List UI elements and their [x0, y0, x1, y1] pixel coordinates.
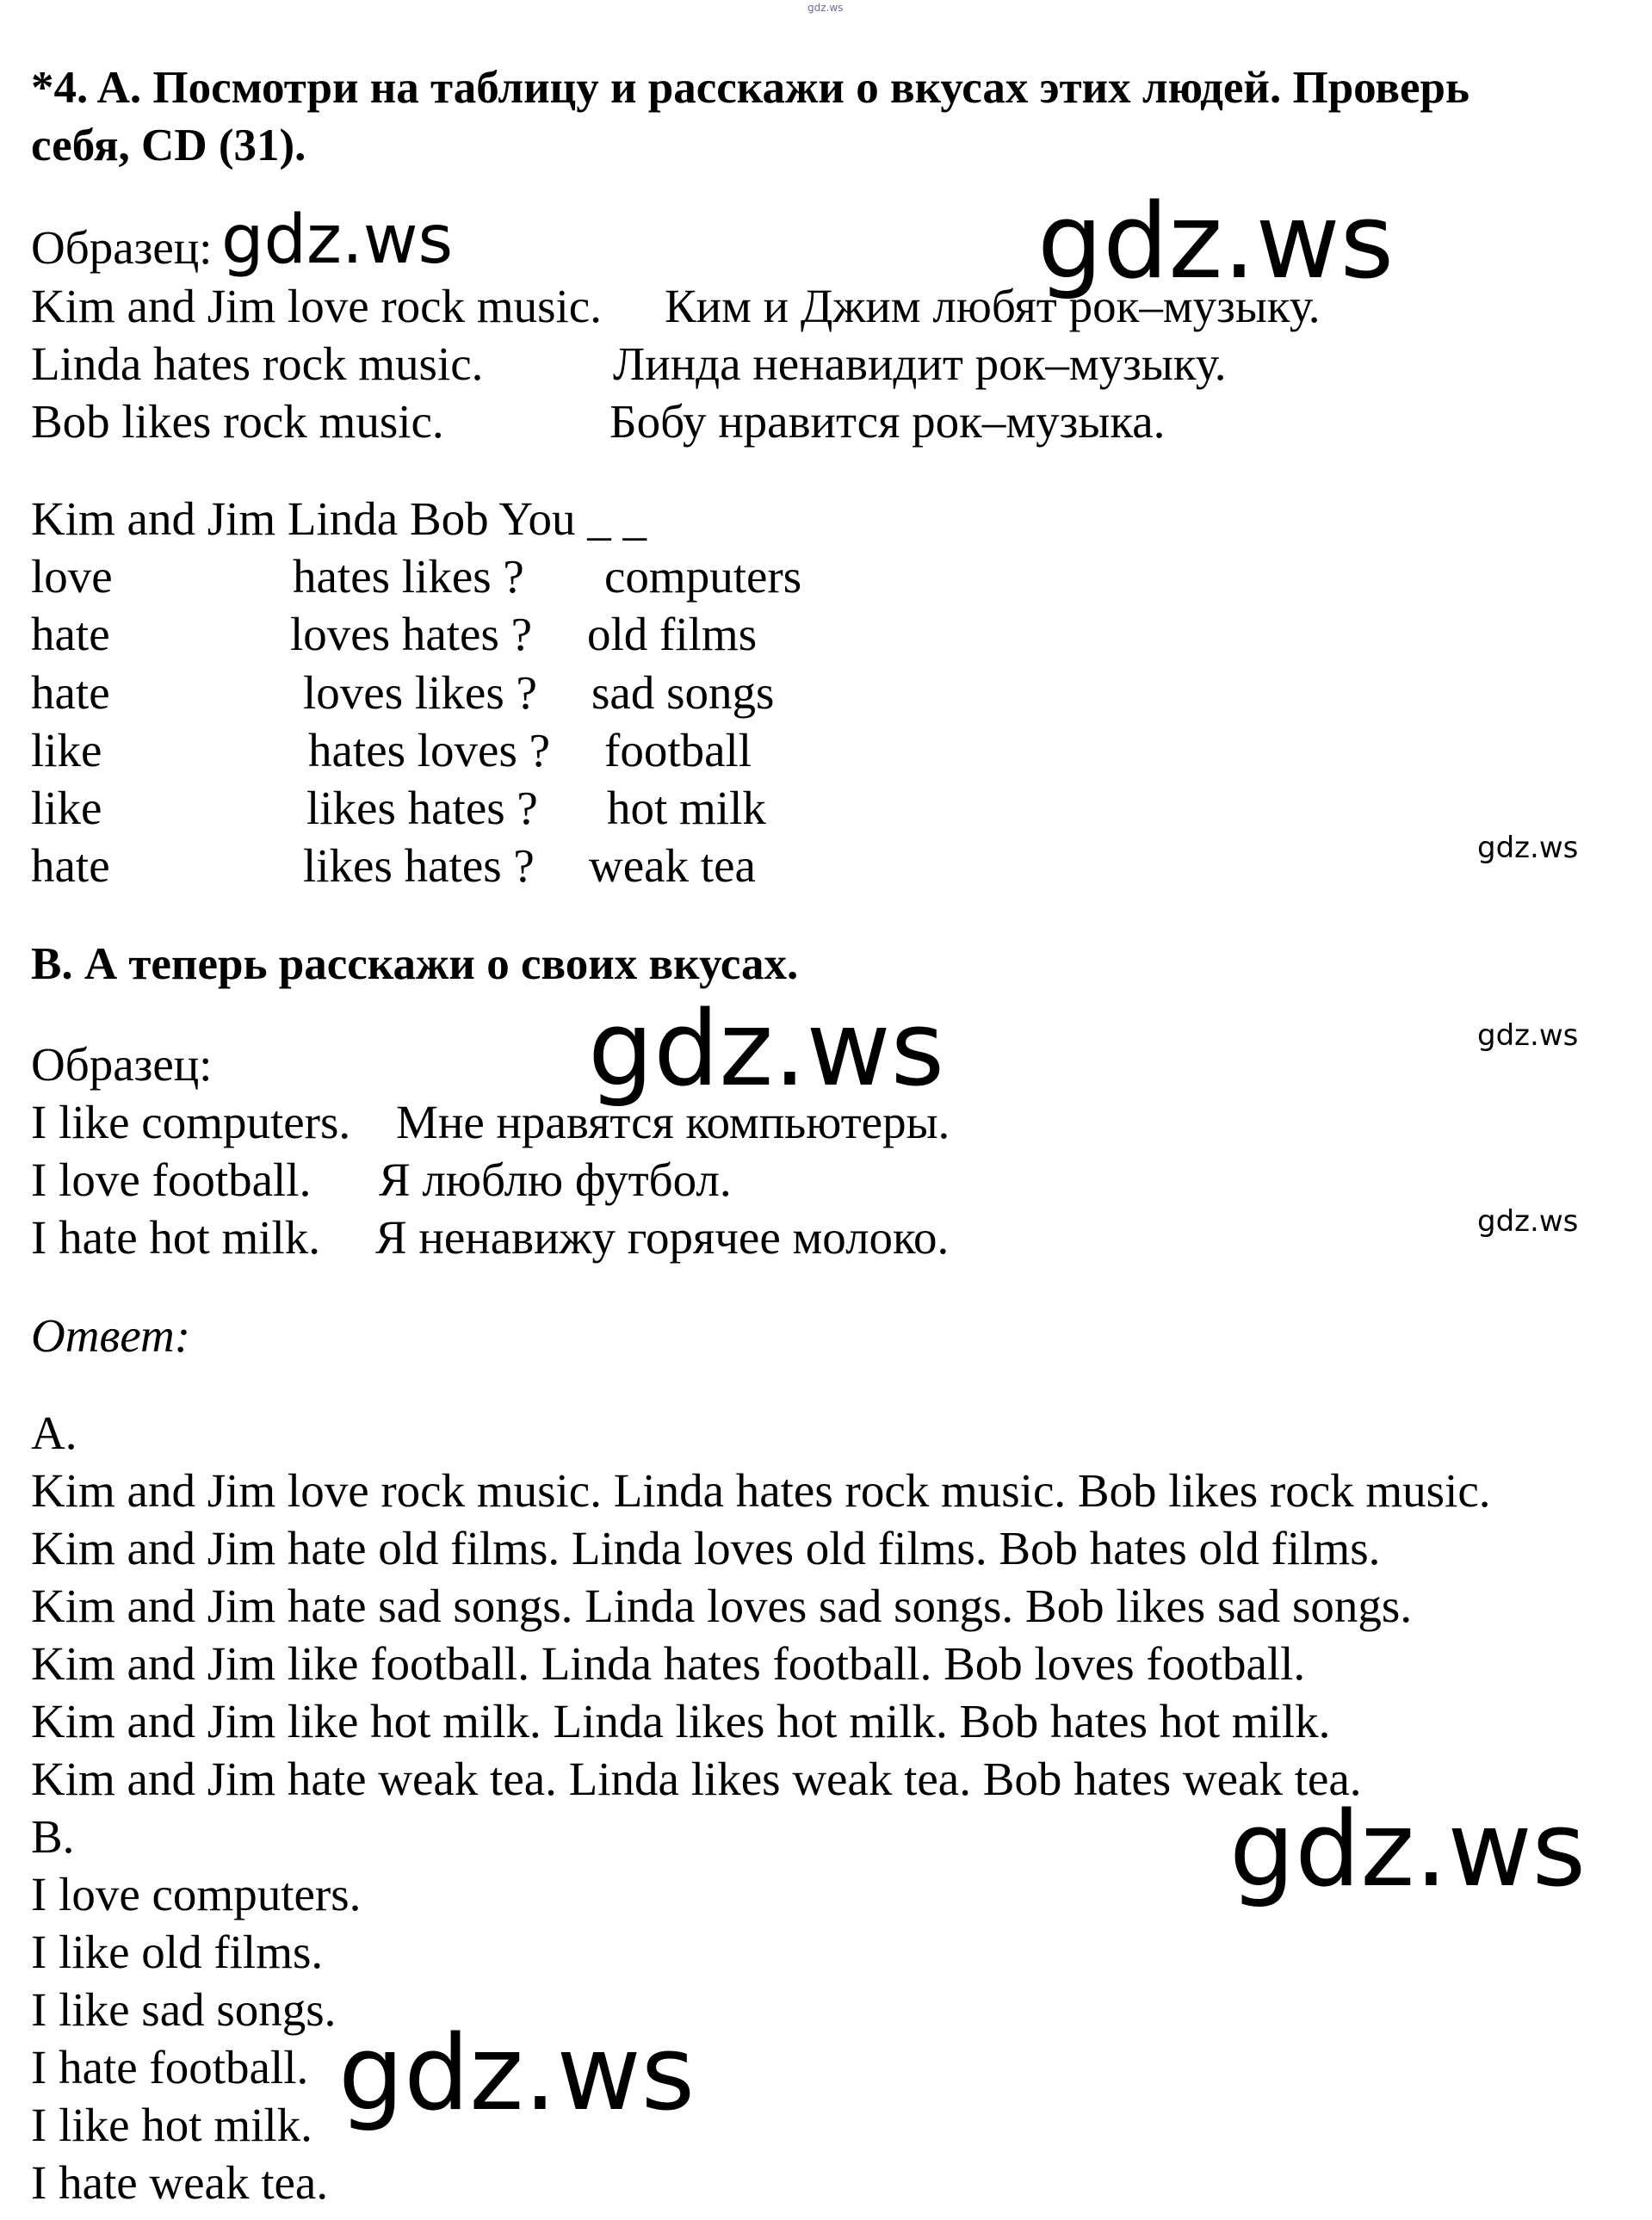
watermark-big-bottom: gdz.ws [338, 2014, 696, 2134]
answer-b-line-2: I like old films. [31, 1926, 324, 1978]
part-b-ru-3: Я ненавижу горячее молоко. [375, 1211, 950, 1264]
watermark-small-1: gdz.ws [1477, 831, 1579, 865]
table-row-4-col2: hates loves ? [308, 724, 551, 776]
table-row-6-col1: hate [31, 839, 110, 892]
watermark-big-top: gdz.ws [1037, 182, 1395, 302]
sample-a-ru-3: Бобу нравится рок–музыка. [609, 395, 1166, 448]
sample-a-en-1: Kim and Jim love rock music. [31, 280, 602, 332]
answer-a-label: A. [31, 1407, 77, 1459]
answer-b-line-1: I love computers. [31, 1868, 362, 1920]
table-row-2-col2: loves hates ? [290, 608, 533, 660]
sample-a-en-3: Bob likes rock music. [31, 395, 444, 448]
table-row-4-col1: like [31, 724, 102, 776]
part-b-en-2: I love football. [31, 1153, 312, 1206]
sample-a-ru-1: Ким и Джим любят рок–музыку. [665, 280, 1321, 332]
answer-a-line-2: Kim and Jim hate old films. Linda loves old films. Bob hates old films. [31, 1522, 1381, 1574]
table-row-2-col1: hate [31, 608, 110, 660]
table-row-6-col2: likes hates ? [303, 839, 535, 892]
answer-b-line-4: I hate football. [31, 2041, 309, 2093]
table-row-5-col2: likes hates ? [306, 782, 538, 834]
table-row-3-col2: loves likes ? [303, 666, 537, 719]
top-tiny-watermark: gdz.ws [807, 2, 844, 14]
sample-a-en-2: Linda hates rock music. [31, 337, 484, 390]
part-b-ru-1: Мне нравятся компьютеры. [396, 1096, 950, 1148]
answer-b-line-6: I hate weak tea. [31, 2156, 329, 2209]
part-b-label: Образец: [31, 1038, 213, 1091]
sample-a-ru-2: Линда ненавидит рок–музыку. [613, 337, 1227, 390]
answer-a-line-3: Kim and Jim hate sad songs. Linda loves sad songs. Bob likes sad songs. [31, 1580, 1413, 1632]
part-b-en-3: I hate hot milk. [31, 1211, 321, 1264]
part-b-heading: B. А теперь расскажи о своих вкусах. [31, 939, 799, 989]
answer-label: Ответ: [31, 1309, 191, 1362]
watermark-small-3: gdz.ws [1477, 1204, 1579, 1239]
table-row-5-col1: like [31, 782, 102, 834]
table-row-1-col2: hates likes ? [293, 550, 524, 603]
table-header: Kim and Jim Linda Bob You _ _ [31, 492, 647, 545]
watermark-big-lower: gdz.ws [1229, 1790, 1587, 1910]
table-row-5-col3: hot milk [607, 782, 766, 834]
answer-a-line-4: Kim and Jim like football. Linda hates football. Bob loves football. [31, 1637, 1306, 1690]
sample-a-label: Образец: [31, 221, 213, 274]
table-row-6-col3: weak tea [589, 839, 756, 892]
table-row-3-col3: sad songs [591, 666, 775, 719]
answer-a-line-1: Kim and Jim love rock music. Linda hates rock music. Bob likes rock music. [31, 1464, 1491, 1517]
table-row-1-col1: love [31, 550, 113, 603]
task-title-line1: *4. A. Посмотри на таблицу и расскажи о вкусах этих людей. Проверь [31, 63, 1470, 113]
task-title-line2: себя, CD (31). [31, 121, 306, 170]
answer-b-line-3: I like sad songs. [31, 1983, 337, 2036]
part-b-ru-2: Я люблю футбол. [379, 1153, 732, 1206]
answer-b-label: B. [31, 1810, 75, 1863]
watermark-sample-label: gdz.ws [221, 201, 454, 279]
watermark-big-middle: gdz.ws [588, 990, 945, 1110]
answer-b-line-5: I like hot milk. [31, 2099, 312, 2151]
table-row-3-col1: hate [31, 666, 110, 719]
table-row-2-col3: old films [587, 608, 758, 660]
table-row-1-col3: computers [604, 550, 802, 603]
answer-a-line-5: Kim and Jim like hot milk. Linda likes hot milk. Bob hates hot milk. [31, 1695, 1331, 1747]
answer-a-line-6: Kim and Jim hate weak tea. Linda likes weak tea. Bob hates weak tea. [31, 1753, 1362, 1805]
part-b-en-1: I like computers. [31, 1096, 351, 1148]
watermark-small-2: gdz.ws [1477, 1018, 1579, 1053]
table-row-4-col3: football [604, 724, 752, 776]
